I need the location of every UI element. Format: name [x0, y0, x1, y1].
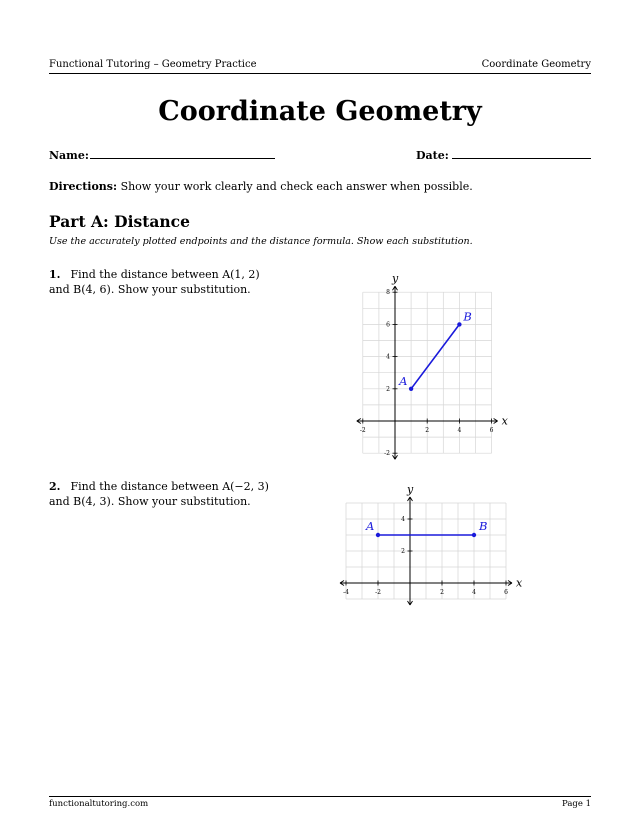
point-label-a: A	[366, 519, 375, 533]
section-instructions: Use the accurately plotted endpoints and the distance formula. Show each substitution.	[49, 236, 473, 247]
problem-text-line2: and B(4, 3). Show your substitution.	[49, 495, 251, 508]
x-tick-label: -4	[343, 589, 349, 596]
date-label: Date:	[416, 149, 449, 162]
y-tick-label: 2	[401, 548, 405, 555]
x-tick-label: 2	[425, 427, 430, 434]
x-tick-label: 6	[504, 589, 508, 596]
problem-number: 1.	[49, 268, 61, 281]
footer-left: functionaltutoring.com	[49, 799, 149, 809]
header-rule	[49, 73, 591, 74]
point-b	[472, 533, 476, 537]
point-label-a: A	[399, 373, 408, 388]
x-axis-label: x	[501, 414, 508, 428]
directions-label: Directions:	[49, 180, 118, 193]
page-title: Coordinate Geometry	[158, 96, 482, 127]
footer-rule	[49, 796, 591, 797]
header-right: Coordinate Geometry	[481, 59, 591, 70]
problem-text-line1: Find the distance between A(1, 2)	[70, 268, 260, 281]
x-tick-label: -2	[375, 589, 381, 596]
y-tick-label: 8	[386, 289, 390, 297]
point-b	[457, 322, 461, 326]
name-field[interactable]	[90, 158, 275, 159]
problem-1	[49, 267, 309, 297]
x-axis-label: x	[516, 576, 523, 590]
date-field[interactable]	[452, 158, 591, 159]
x-tick-label: 2	[440, 589, 444, 596]
point-a	[376, 533, 380, 537]
name-label: Name:	[49, 149, 89, 162]
section-heading: Part A: Distance	[49, 212, 190, 231]
directions	[49, 180, 589, 193]
directions-text: Show your work clearly and check each answer when possible.	[120, 180, 473, 193]
x-tick-label: 4	[457, 427, 462, 434]
x-tick-label: -2	[359, 427, 366, 434]
problem-text-line1: Find the distance between A(−2, 3)	[70, 480, 269, 493]
graph-1	[350, 268, 520, 463]
problem-text-line2: and B(4, 6). Show your substitution.	[49, 283, 251, 296]
problem-number: 2.	[49, 480, 61, 493]
y-tick-label: -2	[384, 450, 390, 458]
point-a	[409, 387, 413, 391]
y-axis-label: y	[407, 483, 414, 496]
x-tick-label: 4	[472, 589, 476, 596]
y-tick-label: 6	[386, 321, 390, 329]
problem-2	[49, 479, 309, 509]
point-label-b: B	[463, 309, 472, 324]
graph-2	[330, 478, 530, 608]
y-tick-label: 4	[386, 353, 390, 361]
footer-right: Page 1	[562, 799, 591, 809]
y-tick-label: 2	[386, 385, 390, 393]
y-axis-label: y	[392, 272, 399, 286]
x-tick-label: 6	[489, 427, 494, 434]
header-left: Functional Tutoring – Geometry Practice	[49, 59, 257, 70]
y-tick-label: 4	[401, 516, 405, 523]
point-label-b: B	[479, 519, 488, 533]
